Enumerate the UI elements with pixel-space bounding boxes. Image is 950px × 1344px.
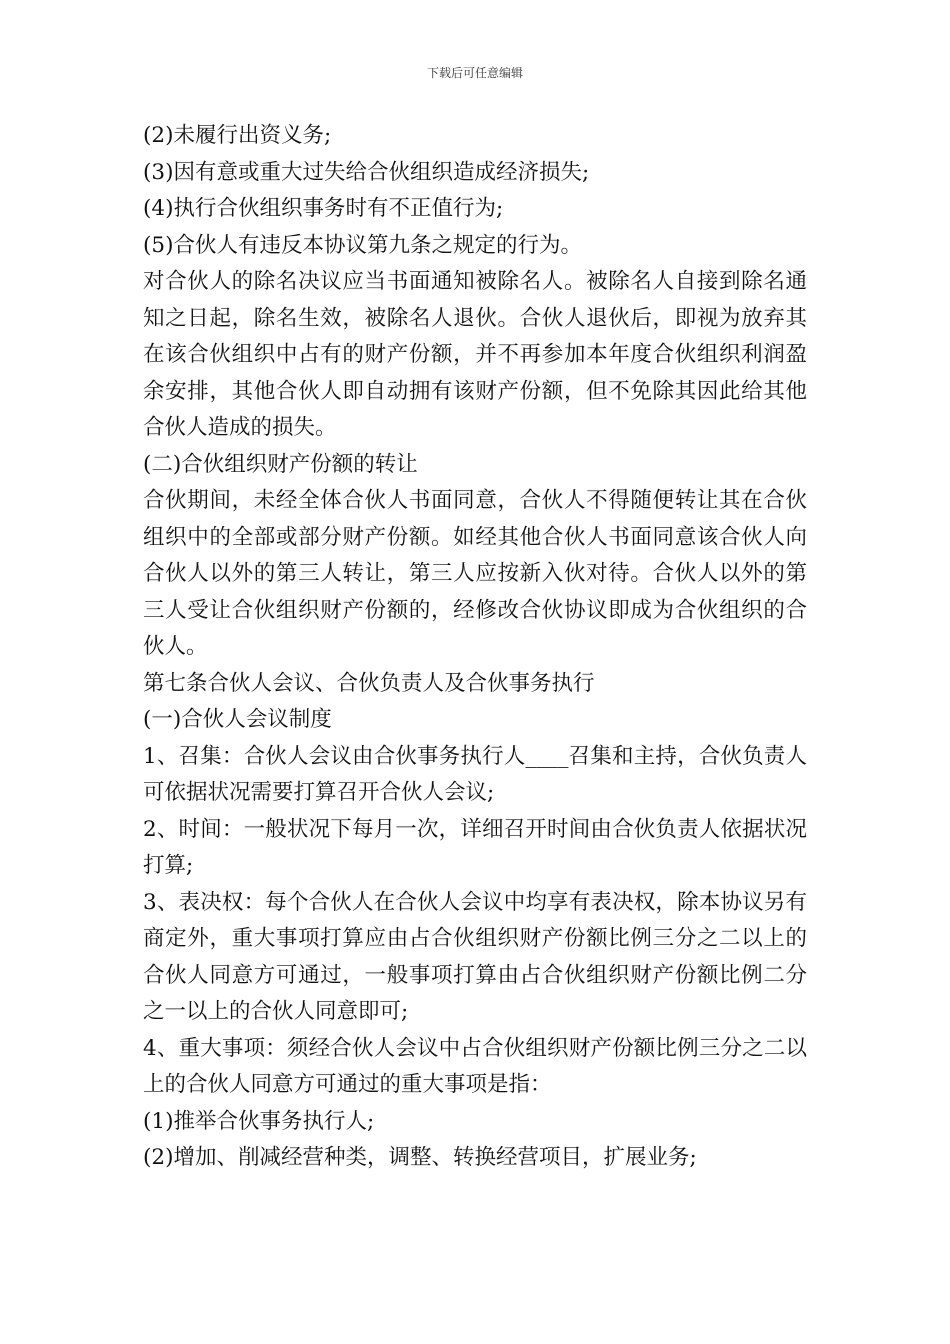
paragraph: 1、召集：合伙人会议由合伙事务执行人____召集和主持，合伙负责人可依据状况需要打算召开合伙人会议; [143,743,807,805]
paragraph: 4、重大事项：须经合伙人会议中占合伙组织财产份额比例三分之二以上的合伙人同意方可通过的重大事项是指： [143,1035,807,1097]
paragraph: (5)合伙人有违反本协议第九条之规定的行为。 [143,232,582,258]
paragraph: 合伙期间，未经全体合伙人书面同意，合伙人不得随便转让其在合伙组织中的全部或部分财产份额。如经其他合伙人书面同意该合伙人向合伙人以外的第三人转让，第三人应按新入伙对待。合伙人以外的第三人受让合伙组织财产份额的，经修改合伙协议即成为合伙组织的合伙人。 [143,488,807,659]
paragraph: 3、表决权：每个合伙人在合伙人会议中均享有表决权，除本协议另有商定外，重大事项打算应由占合伙组织财产份额比例三分之二以上的合伙人同意方可通过，一般事项打算由占合伙组织财产份额比例二分之一以上的合伙人同意即可; [143,889,807,1024]
paragraph: (2)未履行出资义务; [143,123,332,148]
paragraph: (1)推举合伙事务执行人; [143,1108,375,1134]
page-header: 下载后可任意编辑 [426,66,523,80]
paragraph: 对合伙人的除名决议应当书面通知被除名人。被除名人自接到除名通知之日起，除名生效，被除名人退伙。合伙人退伙后，即视为放弃其在该合伙组织中占有的财产份额，并不再参加本年度合伙组织利润盈余安排，其他合伙人即自动拥有该财产份额，但不免除其因此给其他合伙人造成的损失。 [143,269,807,440]
paragraph: 2、时间：一般状况下每月一次，详细召开时间由合伙负责人依据状况打算; [143,816,807,878]
paragraph: (4)执行合伙组织事务时有不正值行为; [143,196,504,221]
section-heading: (二)合伙组织财产份额的转让 [143,451,418,477]
document-body [143,118,807,1177]
article-heading: 第七条合伙人会议、合伙负责人及合伙事务执行 [143,670,595,696]
section-heading: (一)合伙人会议制度 [143,707,332,732]
paragraph: (3)因有意或重大过失给合伙组织造成经济损失; [143,159,590,185]
paragraph: (2)增加、削减经营种类，调整、转换经营项目，扩展业务; [143,1145,697,1170]
